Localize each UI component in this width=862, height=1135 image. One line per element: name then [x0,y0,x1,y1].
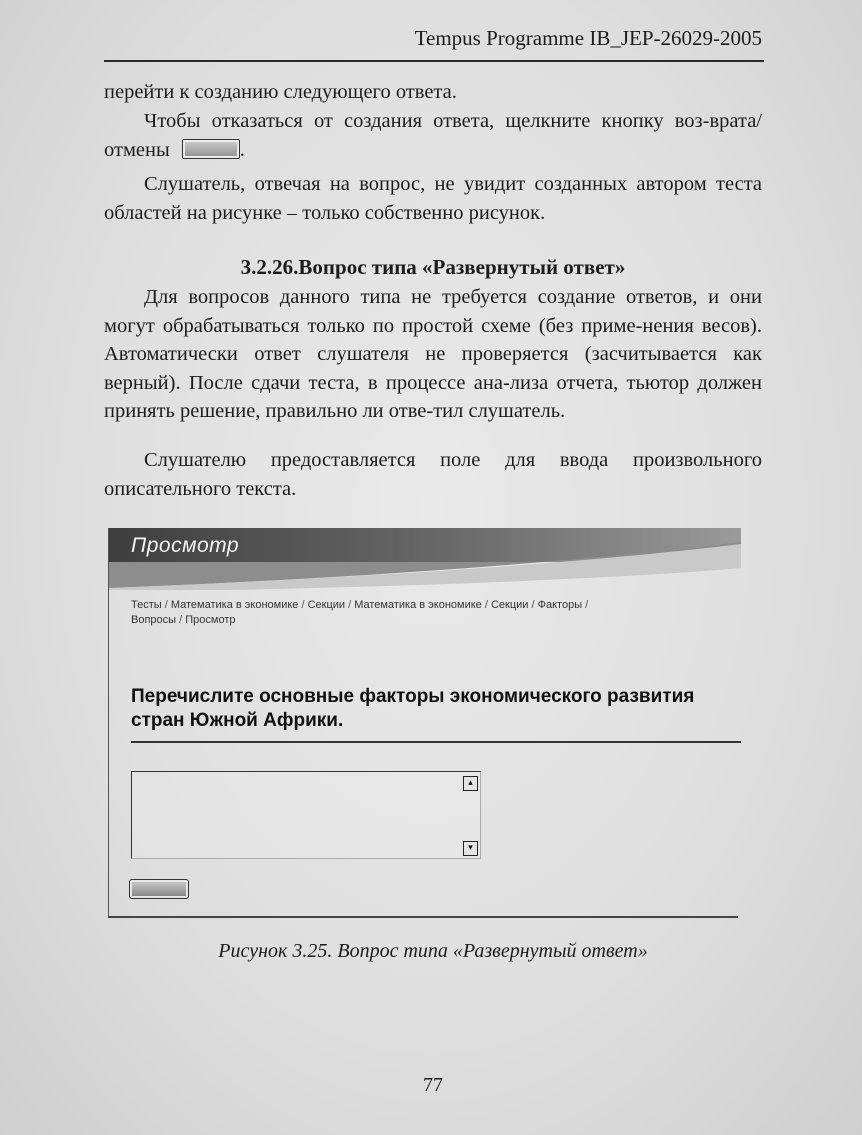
breadcrumb-separator: / [176,614,186,626]
paragraph-2-end: . [239,138,245,161]
question-text: Перечислите основные факторы экономического развития стран Южной Африки. [131,686,695,731]
scroll-down-icon[interactable]: ▾ [463,841,478,856]
breadcrumb-item[interactable]: Факторы [537,599,583,611]
answer-textarea[interactable] [131,771,481,859]
figure-caption [104,940,762,963]
breadcrumb [131,598,731,628]
breadcrumb-item[interactable]: Секции [307,599,346,611]
breadcrumb-item[interactable]: Тесты [131,599,162,611]
preview-title: Просмотр [131,534,240,557]
scroll-up-icon[interactable]: ▴ [463,776,478,791]
breadcrumb-item[interactable]: Вопросы [131,614,177,626]
section-heading: 3.2.26.Вопрос типа «Развернутый ответ» [240,255,626,279]
breadcrumb-item[interactable]: Математика в экономике [354,599,482,611]
page-number: 77 [423,1074,443,1096]
figure-screenshot [108,528,741,916]
caption-label: Рисунок 3.25. [218,940,333,962]
header-rule [104,60,764,62]
breadcrumb-item[interactable]: Секции [490,599,529,611]
question-divider [131,741,741,743]
paragraph-5: Слушателю предоставляется поле для ввода произвольного описательного текста. [104,449,762,500]
breadcrumb-separator: / [582,599,589,611]
paragraph-1: перейти к созданию следующего ответа. [104,81,457,103]
breadcrumb-separator: / [161,599,171,611]
breadcrumb-separator: / [298,599,308,611]
paragraph-3: Слушатель, отвечая на вопрос, не увидит созданных автором теста областей на рисунке – только собственно рисунок. [104,173,762,224]
submit-answer-button[interactable] [129,879,189,899]
breadcrumb-item[interactable]: Математика в экономике [170,599,299,611]
breadcrumb-separator: / [481,599,491,611]
breadcrumb-item-current: Просмотр [185,614,236,626]
return-cancel-button-image [182,139,240,159]
running-header: Tempus Programme IB_JEP-26029-2005 [414,26,762,50]
paragraph-2 [104,107,762,164]
figure-bottom-rule [108,916,738,918]
caption-text: Вопрос типа «Развернутый ответ» [337,940,648,962]
paragraph-4: Для вопросов данного типа не требуется создание ответов, и они могут обрабатываться только по простой схеме (без приме-нения весов). Автоматически ответ слушателя не проверяется (засчитывается как верный). После сдачи теста, в процессе ана-лиза отчета, тьютор должен принять решение, правильно ли отве-тил слушатель. [104,286,762,422]
paragraph-2-text: Чтобы отказаться от создания ответа, щелкните кнопку воз-врата/отмены [104,110,762,161]
breadcrumb-separator: / [345,599,355,611]
breadcrumb-separator: / [528,599,538,611]
